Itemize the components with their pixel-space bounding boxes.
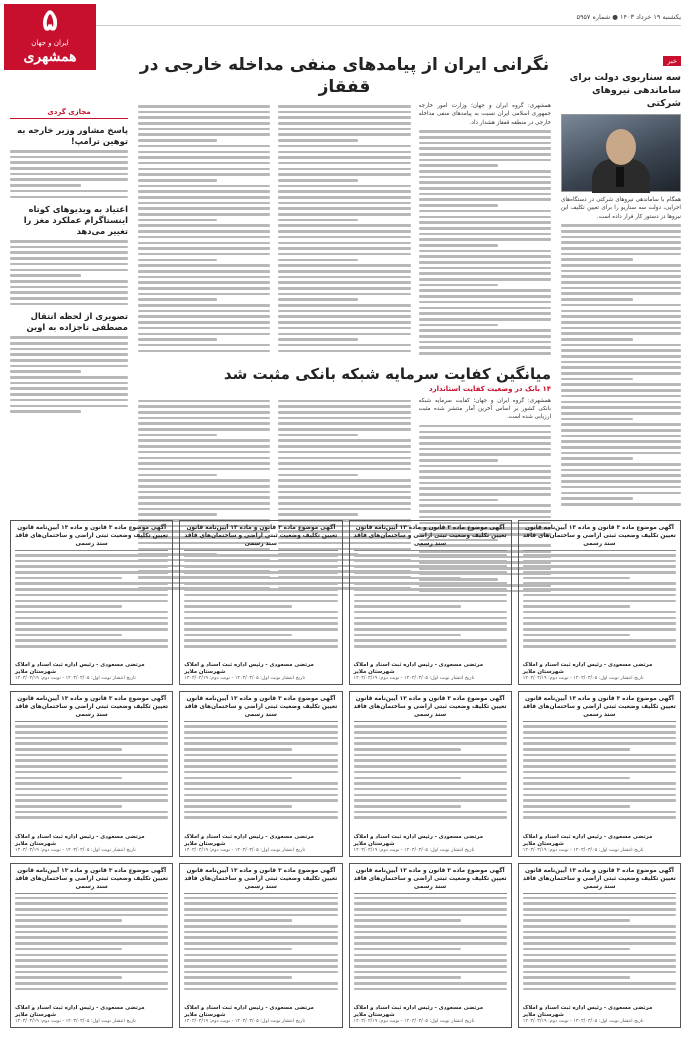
right-story-title: سه سناریوی دولت برای ساماندهی نیروهای شرکتی bbox=[569, 72, 681, 109]
second-story-subtitle: ۱۴ بانک در وضعیت کفایت استاندارد bbox=[429, 384, 551, 393]
legal-notice-title: آگهی موضوع ماده ۳ قانون و ماده ۱۳ آیین‌نامه قانون تعیین تکلیف وضعیت ثبتی اراضی و ساختمان‌های فاقد سند رسمی bbox=[354, 695, 507, 722]
right-story bbox=[561, 48, 681, 510]
legal-notice-title: آگهی موضوع ماده ۳ قانون و ماده ۱۳ آیین‌نامه قانون تعیین تکلیف وضعیت ثبتی اراضی و ساختمان‌های فاقد سند رسمی bbox=[184, 524, 337, 551]
legal-notice-title: آگهی موضوع ماده ۳ قانون و ماده ۱۳ آیین‌نامه قانون تعیین تکلیف وضعیت ثبتی اراضی و ساختمان‌های فاقد سند رسمی bbox=[15, 524, 168, 551]
legal-notice-title: آگهی موضوع ماده ۳ قانون و ماده ۱۳ آیین‌نامه قانون تعیین تکلیف وضعیت ثبتی اراضی و ساختمان‌های فاقد سند رسمی bbox=[15, 695, 168, 722]
right-story-kicker: خبر bbox=[663, 56, 681, 66]
legal-notice-date: تاریخ انتشار نوبت اول: ۱۴۰۳/۰۳/۰۵ - نوبت دوم: ۱۴۰۳/۰۳/۱۹ bbox=[184, 1018, 306, 1024]
legal-notice bbox=[349, 520, 512, 685]
page-number: ۵ bbox=[41, 3, 59, 38]
left-item-title: تصویری از لحظه انتقال مصطفی تاجزاده به اوین bbox=[26, 311, 128, 333]
right-story-body: همگام با ساماندهی نیروهای شرکتی در دستگاه‌های اجرایی، دولت سه سناریو را برای تعیین تکلیف این نیروها در دستور کار قرار داده است. bbox=[561, 197, 681, 220]
legal-notice-signature: مرتضی مسعودی - رئیس اداره ثبت اسناد و املاک شهرستان ملایر bbox=[184, 1004, 314, 1018]
date-line: یکشنبه ۱۹ خرداد ۱۴۰۳ ● شماره ۵۹۵۷ bbox=[576, 12, 681, 21]
legal-notice-signature: مرتضی مسعودی - رئیس اداره ثبت اسناد و املاک شهرستان ملایر bbox=[522, 662, 653, 676]
right-story-text-lines bbox=[561, 224, 681, 505]
right-story-photo bbox=[561, 114, 681, 192]
legal-notices-grid bbox=[10, 520, 681, 1028]
left-column-kicker: مجازی گردی bbox=[10, 108, 128, 119]
legal-notice bbox=[179, 691, 342, 856]
newspaper-logo: همشهری bbox=[23, 49, 77, 65]
left-item-title: اعتیاد به ویدیوهای کوتاه اینستاگرام عملکرد مغز را تغییر می‌دهد bbox=[23, 204, 128, 237]
legal-notice-title: آگهی موضوع ماده ۳ قانون و ماده ۱۳ آیین‌نامه قانون تعیین تکلیف وضعیت ثبتی اراضی و ساختمان‌های فاقد سند رسمی bbox=[523, 695, 676, 722]
legal-notice-title: آگهی موضوع ماده ۳ قانون و ماده ۱۳ آیین‌نامه قانون تعیین تکلیف وضعیت ثبتی اراضی و ساختمان‌های فاقد سند رسمی bbox=[184, 867, 337, 894]
legal-notice bbox=[179, 863, 342, 1028]
legal-notice-date: تاریخ انتشار نوبت اول: ۱۴۰۳/۰۳/۰۵ - نوبت دوم: ۱۴۰۳/۰۳/۱۹ bbox=[184, 847, 306, 853]
legal-notice bbox=[179, 520, 342, 685]
legal-notice bbox=[349, 863, 512, 1028]
legal-notice-date: تاریخ انتشار نوبت اول: ۱۴۰۳/۰۳/۰۵ - نوبت دوم: ۱۴۰۳/۰۳/۱۹ bbox=[353, 847, 475, 853]
legal-notice-title: آگهی موضوع ماده ۳ قانون و ماده ۱۳ آیین‌نامه قانون تعیین تکلیف وضعیت ثبتی اراضی و ساختمان‌های فاقد سند رسمی bbox=[354, 867, 507, 894]
legal-notice bbox=[349, 691, 512, 856]
legal-notice-date: تاریخ انتشار نوبت اول: ۱۴۰۳/۰۳/۰۵ - نوبت دوم: ۱۴۰۳/۰۳/۱۹ bbox=[184, 676, 306, 682]
legal-notice-signature: مرتضی مسعودی - رئیس اداره ثبت اسناد و املاک شهرستان ملایر bbox=[353, 1004, 484, 1018]
legal-notice-date: تاریخ انتشار نوبت اول: ۱۴۰۳/۰۳/۰۵ - نوبت دوم: ۱۴۰۳/۰۳/۱۹ bbox=[522, 847, 644, 853]
second-story-title: میانگین کفایت سرمایه شبکه بانکی مثبت شد bbox=[223, 364, 551, 383]
legal-notice-signature: مرتضی مسعودی - رئیس اداره ثبت اسناد و املاک شهرستان ملایر bbox=[353, 833, 484, 847]
legal-notice-date: تاریخ انتشار نوبت اول: ۱۴۰۳/۰۳/۰۵ - نوبت دوم: ۱۴۰۳/۰۳/۱۹ bbox=[522, 1018, 644, 1024]
legal-notice-date: تاریخ انتشار نوبت اول: ۱۴۰۳/۰۳/۰۵ - نوبت دوم: ۱۴۰۳/۰۳/۱۹ bbox=[522, 676, 644, 682]
main-story-area bbox=[138, 48, 551, 510]
legal-notice-date: تاریخ انتشار نوبت اول: ۱۴۰۳/۰۳/۰۵ - نوبت دوم: ۱۴۰۳/۰۳/۱۹ bbox=[15, 847, 136, 853]
legal-notice-signature: مرتضی مسعودی - رئیس اداره ثبت اسناد و املاک شهرستان ملایر bbox=[353, 662, 484, 676]
legal-notice-date: تاریخ انتشار نوبت اول: ۱۴۰۳/۰۳/۰۵ - نوبت دوم: ۱۴۰۳/۰۳/۱۹ bbox=[15, 1018, 136, 1024]
main-story-body: همشهری: گروه ایران و جهان؛ وزارت امور خارجه جمهوری اسلامی ایران نسبت به پیامدهای منفی مداخله خارجی در منطقه قفقاز هشدار داد. bbox=[418, 103, 551, 126]
legal-notice bbox=[518, 863, 681, 1028]
top-strip bbox=[10, 8, 681, 26]
legal-notice bbox=[10, 691, 173, 856]
legal-notice bbox=[518, 691, 681, 856]
main-story-text-lines bbox=[419, 130, 551, 354]
legal-notice bbox=[518, 520, 681, 685]
legal-notice-signature: مرتضی مسعودی - رئیس اداره ثبت اسناد و املاک شهرستان ملایر bbox=[15, 833, 145, 847]
main-story-title: نگرانی ایران از پیامدهای منفی مداخله خارجی در قفقاز bbox=[139, 55, 550, 97]
legal-notice-title: آگهی موضوع ماده ۳ قانون و ماده ۱۳ آیین‌نامه قانون تعیین تکلیف وضعیت ثبتی اراضی و ساختمان‌های فاقد سند رسمی bbox=[523, 524, 676, 551]
legal-notice-date: تاریخ انتشار نوبت اول: ۱۴۰۳/۰۳/۰۵ - نوبت دوم: ۱۴۰۳/۰۳/۱۹ bbox=[353, 676, 475, 682]
legal-notice-signature: مرتضی مسعودی - رئیس اداره ثبت اسناد و املاک شهرستان ملایر bbox=[15, 1004, 145, 1018]
legal-notice-signature: مرتضی مسعودی - رئیس اداره ثبت اسناد و املاک شهرستان ملایر bbox=[522, 833, 653, 847]
legal-notice-title: آگهی موضوع ماده ۳ قانون و ماده ۱۳ آیین‌نامه قانون تعیین تکلیف وضعیت ثبتی اراضی و ساختمان‌های فاقد سند رسمی bbox=[15, 867, 168, 894]
legal-notice-title: آگهی موضوع ماده ۳ قانون و ماده ۱۳ آیین‌نامه قانون تعیین تکلیف وضعیت ثبتی اراضی و ساختمان‌های فاقد سند رسمی bbox=[184, 695, 337, 722]
legal-notice-signature: مرتضی مسعودی - رئیس اداره ثبت اسناد و املاک شهرستان ملایر bbox=[522, 1004, 653, 1018]
legal-notice bbox=[10, 520, 173, 685]
legal-notice-signature: مرتضی مسعودی - رئیس اداره ثبت اسناد و املاک شهرستان ملایر bbox=[184, 833, 314, 847]
legal-notice-signature: مرتضی مسعودی - رئیس اداره ثبت اسناد و املاک شهرستان ملایر bbox=[15, 662, 145, 676]
legal-notice-signature: مرتضی مسعودی - رئیس اداره ثبت اسناد و املاک شهرستان ملایر bbox=[184, 662, 314, 676]
legal-notice-title: آگهی موضوع ماده ۳ قانون و ماده ۱۳ آیین‌نامه قانون تعیین تکلیف وضعیت ثبتی اراضی و ساختمان‌های فاقد سند رسمی bbox=[354, 524, 507, 551]
legal-notice bbox=[10, 863, 173, 1028]
left-item-title: پاسخ مشاور وزیر خارجه به توهین ترامپ! bbox=[17, 125, 128, 146]
section-name: ایران و جهان bbox=[31, 39, 69, 47]
legal-notice-title: آگهی موضوع ماده ۳ قانون و ماده ۱۳ آیین‌نامه قانون تعیین تکلیف وضعیت ثبتی اراضی و ساختمان‌های فاقد سند رسمی bbox=[523, 867, 676, 894]
legal-notice-date: تاریخ انتشار نوبت اول: ۱۴۰۳/۰۳/۰۵ - نوبت دوم: ۱۴۰۳/۰۳/۱۹ bbox=[353, 1018, 475, 1024]
left-column bbox=[10, 108, 128, 508]
second-story-body: همشهری: گروه ایران و جهان؛ کفایت سرمایه شبکه بانکی کشور بر اساس آخرین آمار منتشر شده مثبت ارزیابی شده است. bbox=[418, 397, 551, 421]
legal-notice-date: تاریخ انتشار نوبت اول: ۱۴۰۳/۰۳/۰۵ - نوبت دوم: ۱۴۰۳/۰۳/۱۹ bbox=[15, 676, 136, 682]
